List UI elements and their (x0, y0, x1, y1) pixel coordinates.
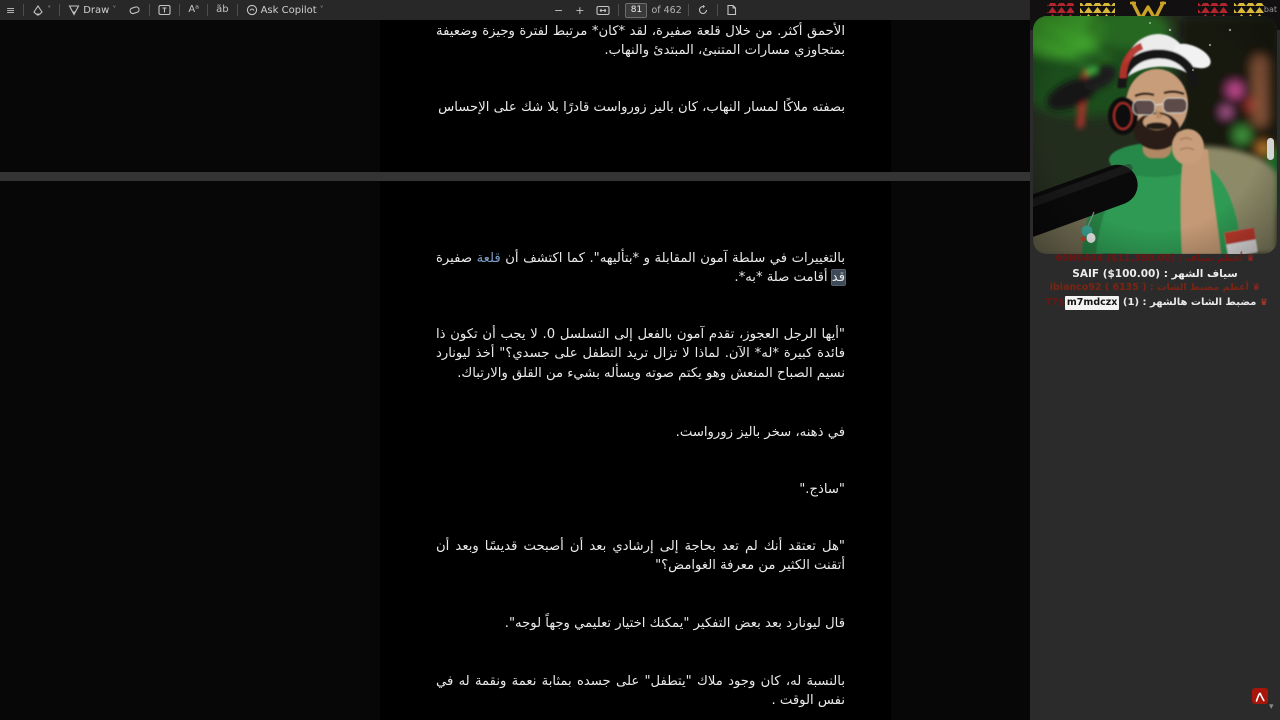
stat-fragment: 77$ (1045, 296, 1065, 308)
pdf-page-81 (380, 181, 891, 720)
toc-button[interactable] (0, 0, 21, 20)
divider (59, 4, 60, 16)
divider (717, 4, 718, 16)
zoom-in-button[interactable] (569, 0, 590, 20)
fit-page-button[interactable] (590, 0, 616, 20)
page-number-input[interactable] (625, 3, 647, 18)
copilot-icon (246, 4, 258, 16)
caret-down-icon: ˅ (47, 5, 52, 14)
top-chatter-line (1030, 281, 1280, 296)
castle-link[interactable]: قلعة (476, 251, 501, 266)
page-view-button[interactable] (720, 0, 743, 20)
top-donor-line (1030, 252, 1280, 267)
ask-copilot-button[interactable] (240, 0, 330, 20)
eraser-button[interactable] (122, 0, 147, 20)
stream-stats (1030, 252, 1280, 310)
divider (149, 4, 150, 16)
paragraph-text: بصفته ملاكًا لمسار النهاب، كان باليز زورواست قادرًا بلا شك على الإحساس (438, 100, 845, 115)
read-aloud-icon: ãb (216, 4, 229, 15)
paragraph-text: أقامت صلة *به*. (734, 270, 832, 286)
highlighter-button[interactable] (26, 0, 57, 20)
top-chatter-label: أعظم مضبط الشات : (1149, 282, 1249, 293)
eraser-icon (128, 4, 141, 16)
paragraph-text: قال ليونارد بعد بعض التفكير "يمكنك اختيار تعليمي وجهاً لوجه". (504, 616, 845, 631)
webcam-video (1030, 0, 1280, 262)
caret-down-icon: ˅ (112, 5, 117, 14)
rotate-button[interactable] (691, 0, 715, 20)
divider (23, 4, 24, 16)
caret-down-icon: ˅ (319, 5, 324, 14)
crown-icon: ♛ (1259, 297, 1268, 308)
rotate-icon (697, 4, 709, 16)
read-aloud-button[interactable] (210, 0, 234, 20)
highlighted-word: قد (831, 270, 845, 286)
paragraph (380, 325, 891, 383)
add-text-button[interactable] (182, 0, 205, 20)
stream-overlay-column (1030, 0, 1280, 720)
paragraph-text: "ساذج." (799, 482, 845, 497)
zoom-out-button[interactable] (548, 0, 569, 20)
caret-icon[interactable]: ▾ (1269, 702, 1274, 712)
month-chatter-line (1030, 296, 1280, 311)
paragraph (380, 98, 891, 117)
pdf-icon (1254, 691, 1266, 702)
divider (207, 4, 208, 16)
zoom-in-icon: + (575, 3, 585, 17)
month-donor-line (1030, 267, 1280, 282)
fit-page-icon (596, 5, 610, 16)
toc-icon: ≡ (6, 3, 16, 17)
add-text-icon: Aᵃ (188, 4, 200, 15)
crown-icon: ♛ (1246, 254, 1255, 264)
paragraph (380, 423, 891, 442)
divider (237, 4, 238, 16)
paragraph (380, 480, 891, 499)
paragraph-text: "هل تعتقد أنك لم تعد بحاجة إلى إرشادي بعد أن أصبحت قديسًا وبعد أن أتقنت الكثير من معرفة الغوامض؟" (436, 539, 845, 574)
page-total-label: of 462 (651, 4, 682, 16)
text-box-button[interactable] (152, 0, 177, 20)
paragraph (380, 249, 891, 288)
pen-icon (68, 4, 80, 16)
paragraph-text: في ذهنه، سخر باليز زورواست. (675, 425, 845, 440)
frame-badge-label: bat (1263, 5, 1277, 14)
top-donor-label: أعظم سياف : (1178, 253, 1244, 264)
highlighter-icon (32, 4, 44, 16)
paragraph-text: بالتغييرات في سلطة آمون المقابلة و *بتأليهه". كما اكتشف أن (500, 251, 845, 266)
month-donor-label: سياف الشهر : (1163, 267, 1238, 280)
paragraph (380, 22, 891, 61)
top-donor-value: 60N0404 ($11,380.00) (1055, 253, 1176, 264)
pdf-page-80 (380, 20, 891, 172)
divider (618, 4, 619, 16)
draw-button[interactable] (62, 0, 122, 20)
paragraph (380, 537, 891, 576)
page-view-icon (726, 4, 737, 16)
text-box-icon (158, 4, 171, 16)
scrollbar-thumb[interactable] (1267, 138, 1274, 160)
paragraph-text: بالنسبة له، كان وجود ملاك "يتطفل" على جسده بمثابة نعمة ونقمة له في نفس الوقت . (436, 674, 845, 709)
paragraph-text: "أيها الرجل العجوز، تقدم آمون بالفعل إلى التسلسل 0. لا يجب أن تكون ذا فائدة كبيرة *له* الآن. لماذا لا تزال تريد التطفل على جسدي؟" أخذ ليونارد نسيم الصباح المنعش وهو يكتم صوته ويسأله بشيء من القلق والارتباك. (436, 327, 845, 381)
paragraph-text: صفيرة (436, 251, 477, 266)
paragraph (380, 614, 891, 633)
divider (179, 4, 180, 16)
draw-label: Draw (83, 4, 110, 16)
month-chatter-label: مضبط الشات هالشهر : (1) (1122, 296, 1257, 308)
month-donor-value: SAIF ($100.00) (1072, 267, 1161, 280)
crown-icon: ♛ (1252, 283, 1261, 293)
top-chatter-value: ibianco92 ( 6135 ) (1049, 282, 1147, 293)
acrobat-taskbar-button[interactable] (1252, 688, 1268, 704)
ask-copilot-label: Ask Copilot (260, 4, 317, 16)
month-chatter-value: m7mdczx (1065, 296, 1120, 311)
paragraph (380, 672, 891, 711)
zoom-out-icon: − (554, 3, 564, 17)
divider (688, 4, 689, 16)
paragraph-text: الأحمق أكثر. من خلال قلعة صفيرة، لقد *كان* مرتبط لفترة وجيزة وضعيفة بمتجاوزي مسارات المتنبئ، المبتدئ والنهاب. (436, 24, 845, 59)
